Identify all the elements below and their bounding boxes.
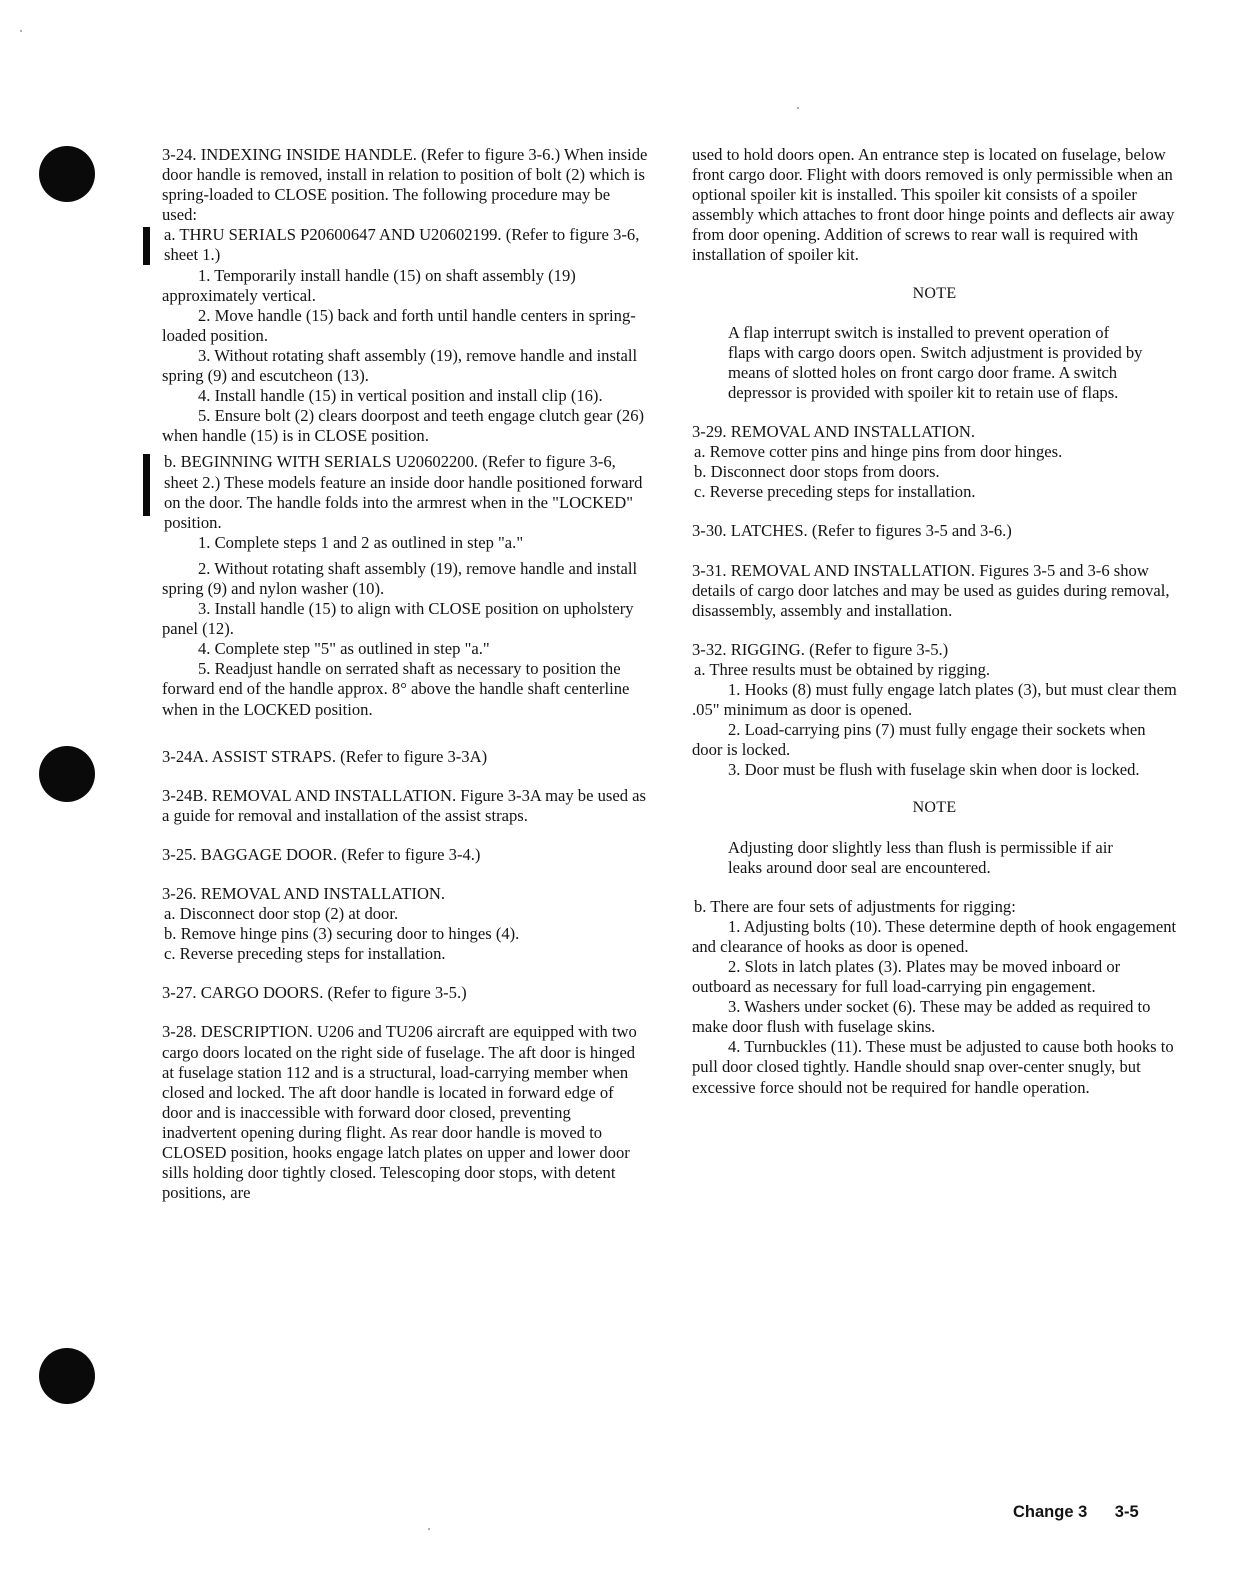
section-3-31: 3-31. REMOVAL AND INSTALLATION. Figures 3-5 and 3-6 show details of cargo door latches and may be used as guides during removal, disassembly, assembly and installation. (692, 560, 1170, 620)
rigging-a-2: 2. Load-carrying pins (7) must fully engage their sockets when door is locked. (692, 720, 1146, 760)
section-3-27: 3-27. CARGO DOORS. (Refer to figure 3-5.) (162, 983, 467, 1003)
change-marked-block-a (162, 225, 648, 265)
section-3-26-c: c. Reverse preceding steps for installation. (164, 944, 446, 964)
step-a-2: 2. Move handle (15) back and forth until handle centers in spring-loaded position. (162, 305, 636, 345)
scan-speck (428, 1528, 430, 1530)
binder-hole-top (39, 146, 95, 202)
step-a-1: 1. Temporarily install handle (15) on shaft assembly (19) approximately vertical. (162, 265, 576, 305)
step-a-3: 3. Without rotating shaft assembly (19), remove handle and install spring (9) and escutcheon (13). (162, 345, 638, 386)
left-column (162, 145, 648, 1203)
section-3-28: 3-28. DESCRIPTION. U206 and TU206 aircraft are equipped with two cargo doors located on the right side of fuselage. The aft door is hinged at fuselage station 112 and is a structural, load-carrying member when closed and locked. The aft door handle is located in forward edge of door and is inaccessible with forward door closed, preventing inadvertent opening during flight. As rear door handle is moved to CLOSED position, hooks engage latch plates on upper and lower door sills holding door tightly closed. Telescoping door stops, with detent positions, are (162, 1022, 637, 1203)
step-a-heading: a. THRU SERIALS P20600647 AND U20602199. (Refer to figure 3-6, sheet 1.) (164, 225, 640, 265)
scan-speck (797, 107, 799, 109)
note-flap-interrupt: A flap interrupt switch is installed to prevent operation of flaps with cargo doors open. Switch adjustment is provided by means of slotted holes on front cargo door frame. A switch depressor is provided with spoiler kit to retain use of flaps. (728, 322, 1143, 402)
note-heading: NOTE (912, 284, 957, 302)
rigging-a-1: 1. Hooks (8) must fully engage latch plates (3), but must clear them .05" minimum as door is opened. (692, 679, 1177, 720)
step-b-1: 1. Complete steps 1 and 2 as outlined in step "a." (198, 532, 524, 552)
step-a-5: 5. Ensure bolt (2) clears doorpost and teeth engage clutch gear (26) when handle (15) is in CLOSE position. (162, 406, 645, 446)
step-a-4: 4. Install handle (15) in vertical position and install clip (16). (198, 386, 603, 406)
section-3-24b: 3-24B. REMOVAL AND INSTALLATION. Figure 3-3A may be used as a guide for removal and installation of the assist straps. (162, 785, 646, 825)
section-3-26-a: a. Disconnect door stop (2) at door. (164, 904, 399, 924)
change-marked-block-b (162, 452, 648, 532)
step-b-2: 2. Without rotating shaft assembly (19), remove handle and install spring (9) and nylon washer (10). (162, 558, 638, 598)
section-3-29-a: a. Remove cotter pins and hinge pins from door hinges. (694, 442, 1063, 462)
note-heading: NOTE (912, 799, 957, 817)
section-3-24a: 3-24A. ASSIST STRAPS. (Refer to figure 3-3A) (162, 746, 488, 766)
rigging-b: b. There are four sets of adjustments for rigging: (694, 896, 1016, 916)
section-3-24-intro: 3-24. INDEXING INSIDE HANDLE. (Refer to figure 3-6.) When inside door handle is removed, install in relation to position of bolt (2) which is spring-loaded to CLOSE position. The following procedure may be used: (162, 145, 648, 225)
step-b-5: 5. Readjust handle on serrated shaft as necessary to position the forward end of the handle approx. 8° above the handle shaft centerline when in the LOCKED position. (162, 659, 630, 719)
binder-hole-bottom (39, 1348, 95, 1404)
section-3-26-heading: 3-26. REMOVAL AND INSTALLATION. (162, 884, 446, 903)
note-flush-adjustment: Adjusting door slightly less than flush is permissible if air leaks around door seal are encountered. (728, 837, 1113, 877)
rigging-b-1: 1. Adjusting bolts (10). These determine depth of hook engagement and clearance of hooks as door is opened. (692, 916, 1177, 956)
section-3-32-heading: 3-32. RIGGING. (Refer to figure 3-5.) (692, 639, 949, 659)
step-b-3: 3. Install handle (15) to align with CLOSE position on upholstery panel (12). (162, 599, 634, 639)
section-3-26-b: b. Remove hinge pins (3) securing door to hinges (4). (164, 924, 520, 944)
section-3-30: 3-30. LATCHES. (Refer to figures 3-5 and 3-6.) (692, 521, 1012, 541)
rigging-b-4: 4. Turnbuckles (11). These must be adjusted to cause both hooks to pull door closed tightly. Handle should snap over-center snugly, but excessive force should not be required for handle operation. (692, 1037, 1174, 1097)
change-number: Change 3 (1013, 1503, 1088, 1521)
page-number: 3-5 (1114, 1503, 1139, 1521)
change-bar (143, 227, 150, 265)
scan-speck (20, 30, 22, 32)
step-b-4: 4. Complete step "5" as outlined in step "a." (198, 639, 490, 659)
section-3-29-heading: 3-29. REMOVAL AND INSTALLATION. (692, 422, 976, 442)
section-3-29-b: b. Disconnect door stops from doors. (694, 462, 940, 482)
rigging-b-2: 2. Slots in latch plates (3). Plates may be moved inboard or outboard as necessary for full load-carrying pin engagement. (692, 957, 1121, 997)
binder-hole-middle (39, 746, 95, 802)
section-3-28-continued: used to hold doors open. An entrance step is located on fuselage, below front cargo door. Flight with doors removed is only permissible when an optional spoiler kit is installed. This spoiler kit consists of a spoiler assembly which attaches to front door hinge points and deflects air away from door opening. Addition of screws to rear wall is required with installation of spoiler kit. (692, 145, 1175, 265)
rigging-a: a. Three results must be obtained by rigging. (694, 659, 991, 679)
change-bar (143, 454, 150, 516)
rigging-a-3: 3. Door must be flush with fuselage skin when door is locked. (728, 760, 1140, 780)
page-footer (1013, 1503, 1139, 1522)
step-b-heading: b. BEGINNING WITH SERIALS U20602200. (Refer to figure 3-6, sheet 2.) These models feature an inside door handle positioned forward on the door. The handle folds into the armrest when in the "LOCKED" position. (164, 452, 643, 532)
rigging-b-3: 3. Washers under socket (6). These may be added as required to make door flush with fuselage skins. (692, 997, 1151, 1037)
section-3-25: 3-25. BAGGAGE DOOR. (Refer to figure 3-4.) (162, 844, 481, 864)
section-3-29-c: c. Reverse preceding steps for installation. (694, 482, 976, 502)
right-column (692, 145, 1177, 1098)
